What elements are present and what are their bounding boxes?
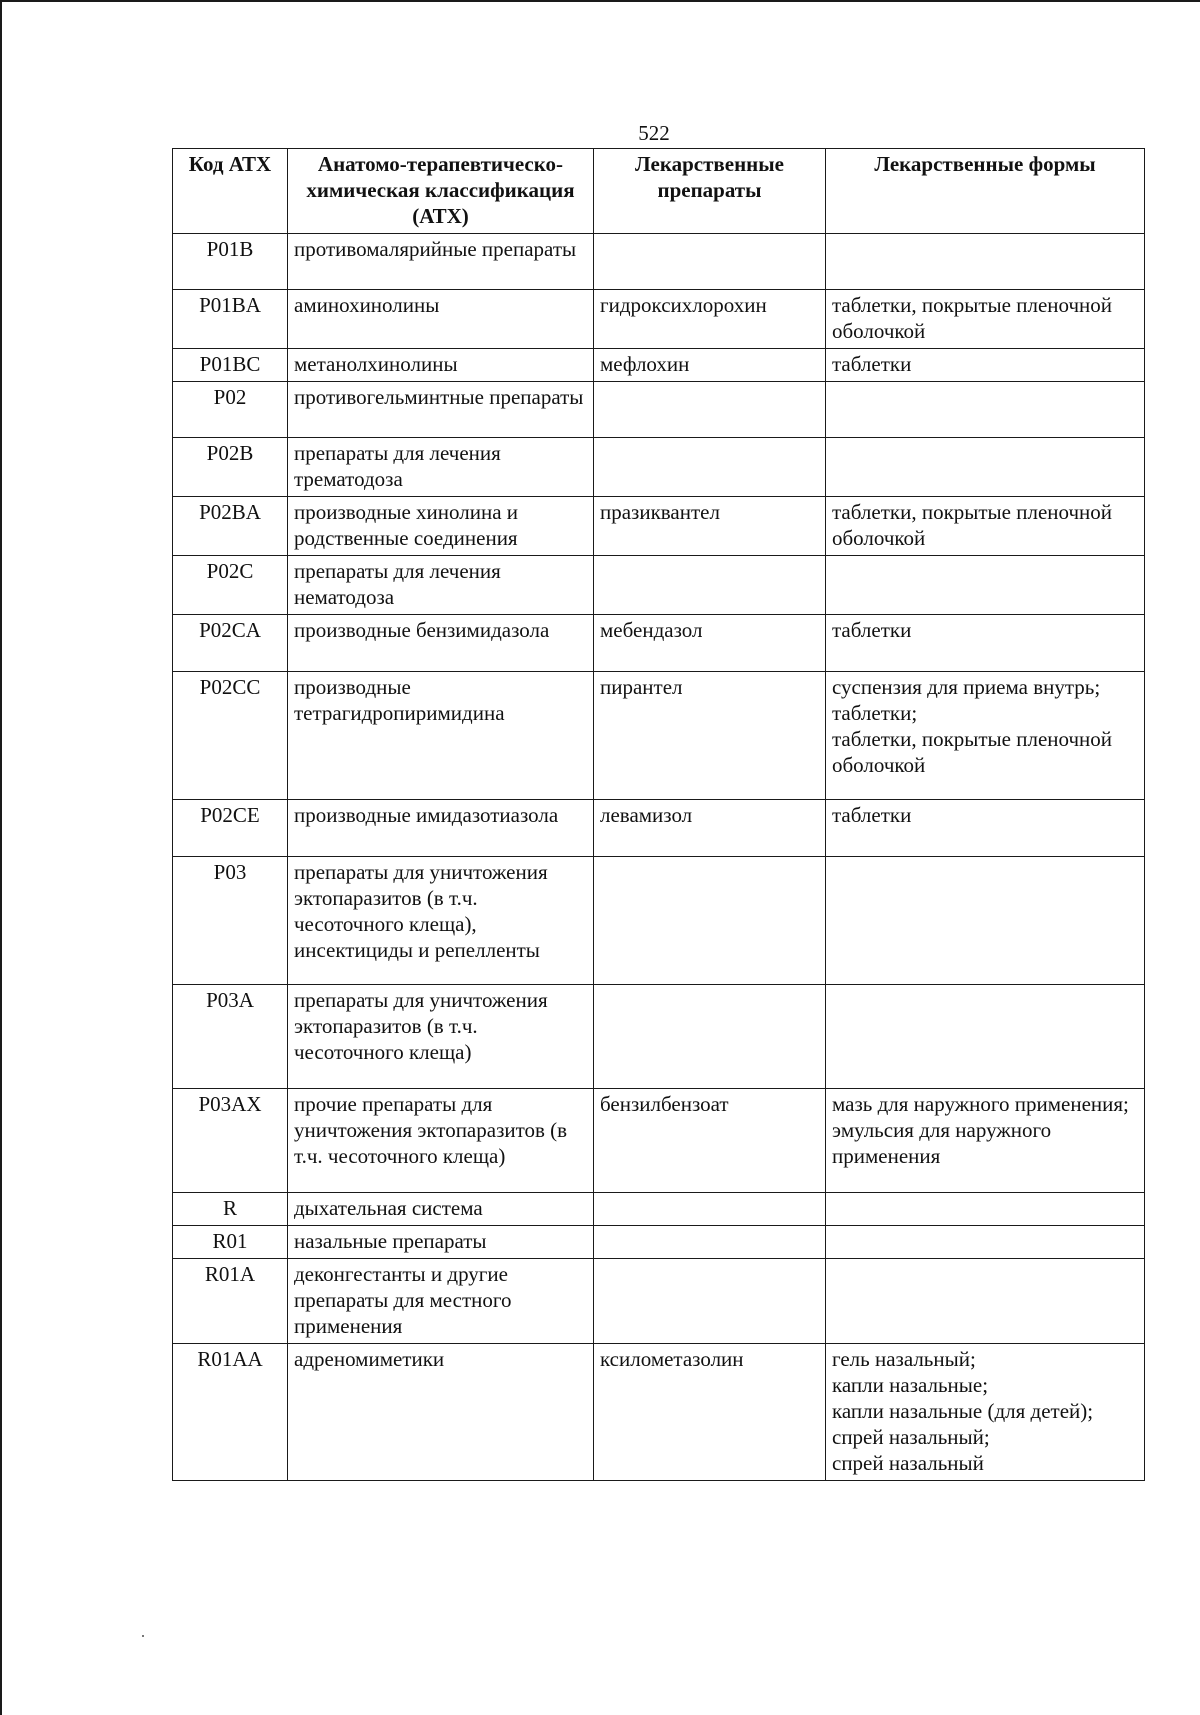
classification-cell: препараты для лечения нематодоза	[288, 556, 594, 615]
dosage-forms-cell	[826, 382, 1145, 438]
classification-cell: производные тетрагидропиримидина	[288, 672, 594, 800]
dosage-forms-cell	[826, 1259, 1145, 1344]
drug-cell	[594, 985, 826, 1089]
table-row	[173, 349, 1145, 382]
drug-cell	[594, 1259, 826, 1344]
dosage-forms-cell	[826, 985, 1145, 1089]
header-classification: Анатомо-терапевтическо-химическая классификация (АТХ)	[288, 149, 594, 234]
table-row	[173, 672, 1145, 800]
drug-cell	[594, 1226, 826, 1259]
dosage-forms-cell	[826, 556, 1145, 615]
dosage-forms-cell: таблетки, покрытые пленочной оболочкой	[826, 497, 1145, 556]
atc-code-cell: P01B	[173, 234, 288, 290]
classification-cell: деконгестанты и другие препараты для местного применения	[288, 1259, 594, 1344]
classification-cell: производные бензимидазола	[288, 615, 594, 672]
atc-code-cell: P03A	[173, 985, 288, 1089]
table-row	[173, 1344, 1145, 1481]
classification-cell: производные имидазотиазола	[288, 800, 594, 857]
drug-cell: празиквантел	[594, 497, 826, 556]
drug-cell: бензилбензоат	[594, 1089, 826, 1193]
drug-cell	[594, 857, 826, 985]
table-row	[173, 615, 1145, 672]
table-row	[173, 497, 1145, 556]
classification-cell: метанолхинолины	[288, 349, 594, 382]
dosage-forms-cell: мазь для наружного применения; эмульсия для наружного применения	[826, 1089, 1145, 1193]
page-number: 522	[638, 121, 670, 145]
atc-code-cell: P02CA	[173, 615, 288, 672]
atc-table	[172, 148, 1145, 1481]
table-row	[173, 800, 1145, 857]
dosage-forms-cell	[826, 1193, 1145, 1226]
drug-cell: мебендазол	[594, 615, 826, 672]
drug-cell	[594, 1193, 826, 1226]
atc-code-cell: P02BA	[173, 497, 288, 556]
drug-cell: левамизол	[594, 800, 826, 857]
atc-code-cell: P01BC	[173, 349, 288, 382]
table-header-row	[173, 149, 1145, 234]
atc-code-cell: P01BA	[173, 290, 288, 349]
header-code: Код АТХ	[173, 149, 288, 234]
drug-cell: пирантел	[594, 672, 826, 800]
drug-cell: гидроксихлорохин	[594, 290, 826, 349]
dosage-forms-cell	[826, 438, 1145, 497]
table-row	[173, 857, 1145, 985]
header-drugs: Лекарственные препараты	[594, 149, 826, 234]
table-row	[173, 382, 1145, 438]
atc-code-cell: R01A	[173, 1259, 288, 1344]
classification-cell: дыхательная система	[288, 1193, 594, 1226]
classification-cell: противогельминтные препараты	[288, 382, 594, 438]
classification-cell: препараты для лечения трематодоза	[288, 438, 594, 497]
table-row	[173, 1193, 1145, 1226]
header-forms: Лекарственные формы	[826, 149, 1145, 234]
scan-speck	[142, 1635, 144, 1637]
drug-cell: мефлохин	[594, 349, 826, 382]
classification-cell: противомалярийные препараты	[288, 234, 594, 290]
drug-cell	[594, 438, 826, 497]
drug-cell	[594, 382, 826, 438]
classification-cell: прочие препараты для уничтожения эктопаразитов (в т.ч. чесоточного клеща)	[288, 1089, 594, 1193]
atc-code-cell: R01	[173, 1226, 288, 1259]
table-row	[173, 1226, 1145, 1259]
atc-code-cell: P02B	[173, 438, 288, 497]
classification-cell: производные хинолина и родственные соединения	[288, 497, 594, 556]
atc-code-cell: P02CC	[173, 672, 288, 800]
classification-cell: адреномиметики	[288, 1344, 594, 1481]
dosage-forms-cell: таблетки	[826, 615, 1145, 672]
table-row	[173, 234, 1145, 290]
dosage-forms-cell	[826, 857, 1145, 985]
drug-cell	[594, 556, 826, 615]
drug-cell	[594, 234, 826, 290]
table-body	[173, 234, 1145, 1481]
table-row	[173, 1259, 1145, 1344]
dosage-forms-cell	[826, 234, 1145, 290]
classification-cell: аминохинолины	[288, 290, 594, 349]
atc-code-cell: P02	[173, 382, 288, 438]
table-row	[173, 985, 1145, 1089]
table-row	[173, 438, 1145, 497]
dosage-forms-cell: гель назальный; капли назальные; капли назальные (для детей); спрей назальный; спрей назальный	[826, 1344, 1145, 1481]
table-row	[173, 290, 1145, 349]
classification-cell: препараты для уничтожения эктопаразитов (в т.ч. чесоточного клеща)	[288, 985, 594, 1089]
dosage-forms-cell: суспензия для приема внутрь; таблетки; таблетки, покрытые пленочной оболочкой	[826, 672, 1145, 800]
dosage-forms-cell: таблетки	[826, 349, 1145, 382]
dosage-forms-cell	[826, 1226, 1145, 1259]
drug-cell: ксилометазолин	[594, 1344, 826, 1481]
atc-code-cell: P02CE	[173, 800, 288, 857]
table-row	[173, 556, 1145, 615]
atc-code-cell: P03AX	[173, 1089, 288, 1193]
dosage-forms-cell: таблетки, покрытые пленочной оболочкой	[826, 290, 1145, 349]
atc-code-cell: P02C	[173, 556, 288, 615]
atc-code-cell: R01AA	[173, 1344, 288, 1481]
atc-code-cell: R	[173, 1193, 288, 1226]
classification-cell: препараты для уничтожения эктопаразитов (в т.ч. чесоточного клеща), инсектициды и репелленты	[288, 857, 594, 985]
dosage-forms-cell: таблетки	[826, 800, 1145, 857]
table-row	[173, 1089, 1145, 1193]
atc-code-cell: P03	[173, 857, 288, 985]
classification-cell: назальные препараты	[288, 1226, 594, 1259]
